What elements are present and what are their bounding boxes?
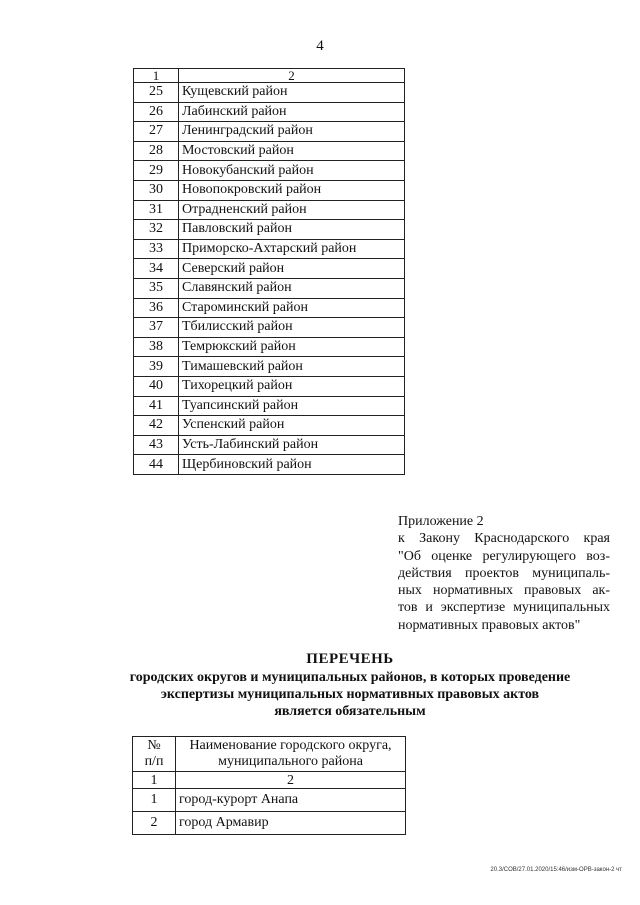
table-row [134, 122, 405, 142]
district-name: Кущевский район [179, 83, 405, 103]
appendix-line: Приложение 2 [398, 514, 484, 529]
district-name: Тихорецкий район [179, 376, 405, 396]
number-column-header [133, 737, 176, 772]
district-name: Староминский район [179, 298, 405, 318]
table-header-row [133, 737, 406, 772]
row-number: 1 [133, 789, 176, 812]
mandatory-expertise-table [132, 736, 406, 835]
municipality-name: город-курорт Анапа [176, 789, 406, 812]
column-number-label: 2 [176, 772, 406, 789]
appendix-line: действия проектов муниципаль- [398, 565, 610, 581]
header-text: муниципального района [218, 754, 363, 769]
page-number: 4 [316, 38, 324, 54]
district-name: Новокубанский район [179, 161, 405, 181]
table-row [134, 396, 405, 416]
row-number: 44 [134, 455, 179, 475]
district-name: Приморско-Ахтарский район [179, 239, 405, 259]
table-row [134, 278, 405, 298]
row-number: 38 [134, 337, 179, 357]
municipality-name: город Армавир [176, 812, 406, 835]
table-row [134, 435, 405, 455]
row-number: 41 [134, 396, 179, 416]
row-number: 36 [134, 298, 179, 318]
table-row [133, 789, 406, 812]
title-line: является обязательным [274, 704, 426, 719]
row-number: 32 [134, 220, 179, 240]
table-row [134, 239, 405, 259]
district-name: Тбилисский район [179, 318, 405, 338]
appendix-line: к Закону Краснодарского края [398, 531, 610, 547]
column-number-label: 1 [133, 772, 176, 789]
table-row [134, 455, 405, 475]
row-number: 29 [134, 161, 179, 181]
row-number: 28 [134, 141, 179, 161]
header-text: п/п [144, 754, 164, 769]
district-name: Отрадненский район [179, 200, 405, 220]
title-line: городских округов и муниципальных районов, в которых проведение [129, 670, 571, 685]
row-number: 26 [134, 102, 179, 122]
district-name: Павловский район [179, 220, 405, 240]
districts-table-continued [133, 68, 405, 475]
row-number: 25 [134, 83, 179, 103]
title-line: экспертизы муниципальных нормативных правовых актов [160, 687, 540, 702]
table-row [134, 298, 405, 318]
district-name: Усть-Лабинский район [179, 435, 405, 455]
row-number: 30 [134, 180, 179, 200]
table-row [134, 83, 405, 103]
district-name: Северский район [179, 259, 405, 279]
table-row [134, 357, 405, 377]
header-text: № [147, 738, 161, 753]
row-number: 27 [134, 122, 179, 142]
list-title [100, 651, 600, 720]
header-text: Наименование городского округа, [189, 738, 392, 753]
appendix-line: "Об оценке регулирующего воз- [398, 548, 610, 564]
appendix-line: нормативных правовых актов" [398, 617, 581, 633]
district-name: Тимашевский район [179, 357, 405, 377]
row-number: 34 [134, 259, 179, 279]
row-number: 42 [134, 416, 179, 436]
table-subheader-row [133, 772, 406, 789]
table-row [134, 416, 405, 436]
column-number-label: 2 [179, 69, 405, 83]
row-number: 39 [134, 357, 179, 377]
appendix-line: тов и экспертизе муниципальных [398, 600, 610, 616]
district-name: Лабинский район [179, 102, 405, 122]
document-footer-code: 20.3/COB/27.01.2020/15:46/изм-ОРВ-закон-2 чт [490, 867, 622, 873]
table-row [134, 376, 405, 396]
district-name: Новопокровский район [179, 180, 405, 200]
table-row [134, 102, 405, 122]
district-name: Туапсинский район [179, 396, 405, 416]
district-name: Успенский район [179, 416, 405, 436]
table-row [134, 318, 405, 338]
column-number-label: 1 [134, 69, 179, 83]
table-row [134, 161, 405, 181]
table-row [134, 180, 405, 200]
table-row [134, 141, 405, 161]
appendix-reference [398, 513, 610, 634]
district-name: Темрюкский район [179, 337, 405, 357]
table-row [134, 259, 405, 279]
district-name: Щербиновский район [179, 455, 405, 475]
name-column-header [176, 737, 406, 772]
district-name: Ленинградский район [179, 122, 405, 142]
title-heading: ПЕРЕЧЕНЬ [306, 651, 394, 667]
row-number: 35 [134, 278, 179, 298]
row-number: 2 [133, 812, 176, 835]
row-number: 31 [134, 200, 179, 220]
table-row [133, 812, 406, 835]
row-number: 43 [134, 435, 179, 455]
row-number: 33 [134, 239, 179, 259]
district-name: Мостовский район [179, 141, 405, 161]
table-row [134, 337, 405, 357]
row-number: 40 [134, 376, 179, 396]
table-row [134, 220, 405, 240]
table-row [134, 200, 405, 220]
district-name: Славянский район [179, 278, 405, 298]
row-number: 37 [134, 318, 179, 338]
appendix-line: ных нормативных правовых ак- [398, 583, 610, 599]
table-header-row [134, 69, 405, 83]
